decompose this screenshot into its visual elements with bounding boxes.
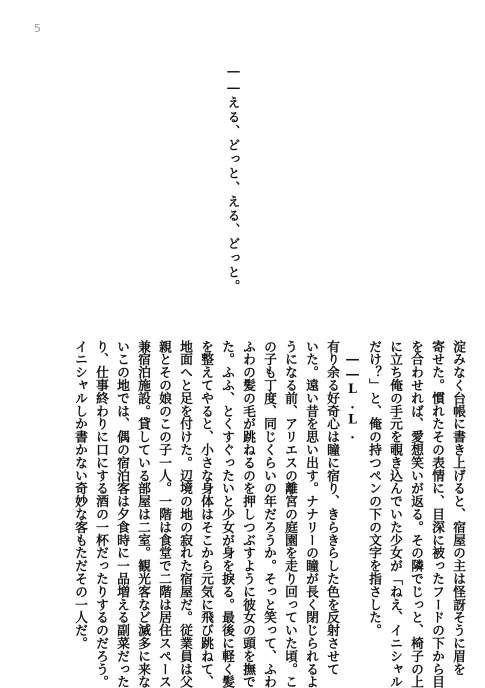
body-text-line: 親とその娘のこの子一人。一階は食堂で二階は居住スペース (156, 340, 171, 688)
body-text-line: を整えてやると、小さな身体はそこから元気に飛び跳ねて、 (198, 340, 213, 688)
body-text-line: に立ち俺の手元を覗き込んでいた少女が「ねえ、イニシャル (387, 340, 402, 688)
body-text-line: いた。遠い昔を思い出す。ナナリーの瞳が長く閉じられるよ (303, 340, 318, 688)
body-text-line: 寄せた。慣れたその表情に、目深に被ったフードの下から目 (429, 340, 444, 688)
body-text-line: うになる前、アリエスの離宮の庭園を走り回っていた頃。こ (282, 340, 297, 688)
page-number: 5 (34, 22, 41, 35)
body-text-line: ――L.L. (345, 352, 360, 443)
body-text-line: いこの地では、偶の宿泊客は夕食時に一品増える副菜だった (114, 340, 129, 688)
body-text-line: の子も丁度、同じくらいの年だろうか。そっと笑って、ふわ (261, 340, 276, 688)
body-text-line: 淀みなく台帳に書き上げると、宿屋の主は怪訝そうに眉を (450, 340, 465, 676)
body-text-line: イニシャルしか書かない奇妙な客もただその一人だ。 (72, 340, 87, 650)
body-text-line: を合わせれば、愛想笑いが返る。その隣でじっと、椅子の上 (408, 340, 423, 688)
body-text-line: 兼宿泊施設。貸している部屋は二室。観光客など滅多に来な (135, 340, 150, 688)
top-text-line: ――える、どっと、える、どっと。 (226, 63, 241, 294)
body-text-line: た。ふふ、とくすぐったいと少女が身を捩る。最後に軽く髪 (219, 340, 234, 688)
body-text-line: 有り余る好奇心は瞳に宿り、きらきらした色を反射させて (324, 340, 339, 676)
body-text-line: ふわの髪の毛が跳ねるのを押しつぶすように彼女の頭を撫で (240, 340, 255, 688)
body-text-line: 地面へと足を付けた。辺境の地の寂れた宿屋だ。従業員は父 (177, 340, 192, 688)
body-text-line: り、仕事終わりに口にする酒の一杯だったりするのだろう。 (93, 340, 108, 688)
body-text-line: だけ？」と、俺の持つペンの下の文字を指さした。 (366, 340, 381, 637)
